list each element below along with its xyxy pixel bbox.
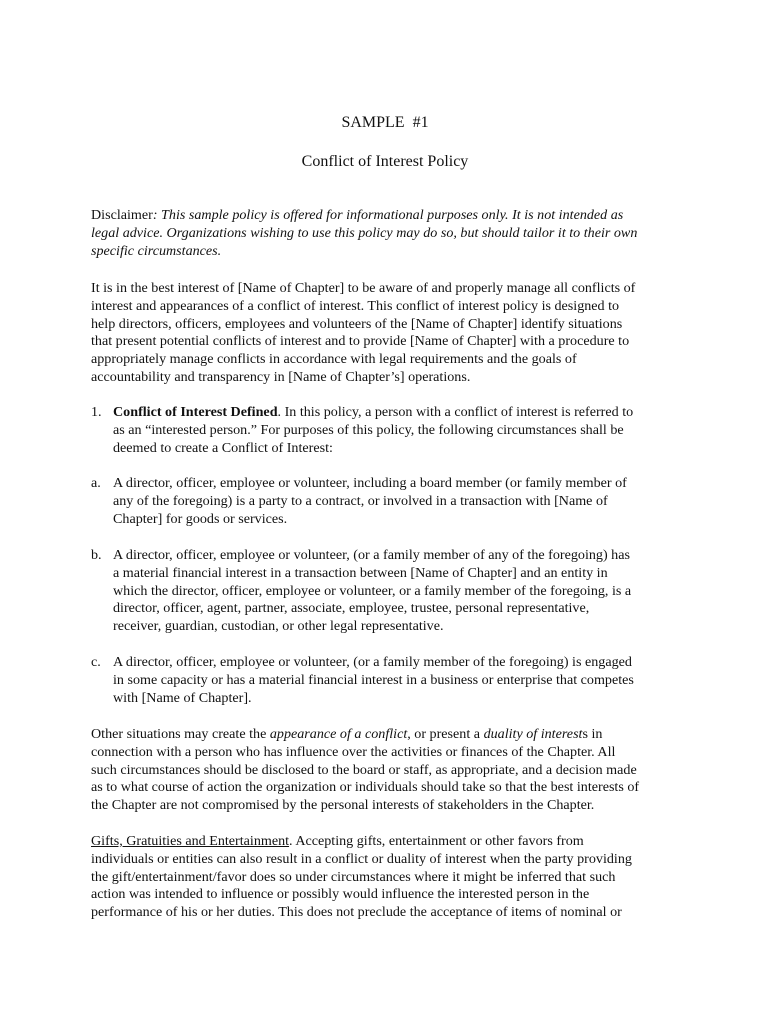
text-line: specific circumstances. [91,242,222,259]
document-title: Conflict of Interest Policy [301,153,469,170]
text-line: Conflict of Interest Defined. In this policy, a person with a conflict of interest is referred to [113,404,634,420]
text-line: in some capacity or has a material financial interest in a business or enterprise that competes [113,671,634,688]
section-1-content [113,404,693,457]
other-situations-paragraph [91,726,691,815]
list-item-content [113,654,693,707]
text-line: connection with a person who has influence over the activities or finances of the Chapter. All [91,743,616,760]
text-line: A director, officer, employee or volunteer, (or a family member of any of the foregoing) has [113,547,630,563]
text-line: the Chapter are not compromised by the personal interests of stakeholders in the Chapter. [91,797,595,814]
list-marker: 1. [91,404,102,420]
gifts-heading: Gifts, Gratuities and Entertainment [91,833,290,849]
text-line: It is in the best interest of [Name of Chapter] to be aware of and properly manage all conflicts of [91,280,636,296]
list-marker: b. [91,547,102,563]
text-line: which the director, officer, employee or volunteer, or a family member of the foregoing, is a [113,582,632,599]
disclaimer-paragraph [91,207,691,260]
text-line: the gift/entertainment/favor does so under circumstances where it might be inferred that such [91,868,616,885]
text-line: Other situations may create the appearance of a conflict, or present a duality of interests in [91,726,603,742]
text-line: Disclaimer: This sample policy is offered for informational purposes only. It is not intended as [91,207,624,223]
text-line: individuals or entities can also result in a conflict or duality of interest when the party providing [91,850,632,867]
text-line: a material financial interest in a transaction between [Name of Chapter] and an entity in [113,564,608,581]
text-line: legal advice. Organizations wishing to use this policy may do so, but should tailor it to their own [91,224,638,241]
text-line: A director, officer, employee or volunteer, (or a family member of the foregoing) is engaged [113,654,632,670]
text-line: director, officer, agent, partner, associate, employee, trustee, personal representative, [113,600,590,617]
text-line: deemed to create a Conflict of Interest: [113,439,333,456]
disclaimer-label: Disclaimer [91,207,153,223]
intro-paragraph [91,280,691,387]
text-line: interest and appearances of a conflict of interest. This conflict of interest policy is designed to [91,297,620,314]
text-line: any of the foregoing) is a party to a contract, or involved in a transaction with [Name of [113,492,608,509]
list-item-content [113,547,693,636]
gifts-paragraph [91,833,691,922]
section-heading: Conflict of Interest Defined [113,404,278,420]
text-line: Chapter] for goods or services. [113,510,288,527]
text-line: accountability and transparency in [Name of Chapter’s] operations. [91,368,471,385]
text-line: as an “interested person.” For purposes of this policy, the following circumstances shall be [113,421,624,438]
text-line: action was intended to influence or possibly would influence the interested person in the [91,886,590,903]
text-line: such circumstances should be disclosed to the board or staff, as appropriate, and a decision made [91,761,637,778]
text-line: that present potential conflicts of interest and to provide [Name of Chapter] with a procedure to [91,333,630,350]
text-line: performance of his or her duties. This does not preclude the acceptance of items of nominal or [91,904,622,921]
list-marker: c. [91,654,101,670]
text-line: Gifts, Gratuities and Entertainment. Accepting gifts, entertainment or other favors from [91,833,584,849]
text-line: receiver, guardian, custodian, or other legal representative. [113,618,444,635]
emphasis-duality: duality of interest [483,726,583,742]
text-line: with [Name of Chapter]. [113,689,252,706]
text-line: help directors, officers, employees and volunteers of the [Name of Chapter] identify situations [91,315,623,332]
list-item-content [113,475,693,528]
list-marker: a. [91,475,101,491]
sample-title: SAMPLE #1 [341,114,429,131]
text-line: appropriately manage conflicts in accordance with legal requirements and the goals of [91,351,577,368]
text-line: A director, officer, employee or volunteer, including a board member (or family member of [113,475,627,491]
text-line: as to what course of action the organization or individuals should take so that the best interests of [91,779,640,796]
emphasis-appearance: appearance of a conflict [269,726,408,742]
